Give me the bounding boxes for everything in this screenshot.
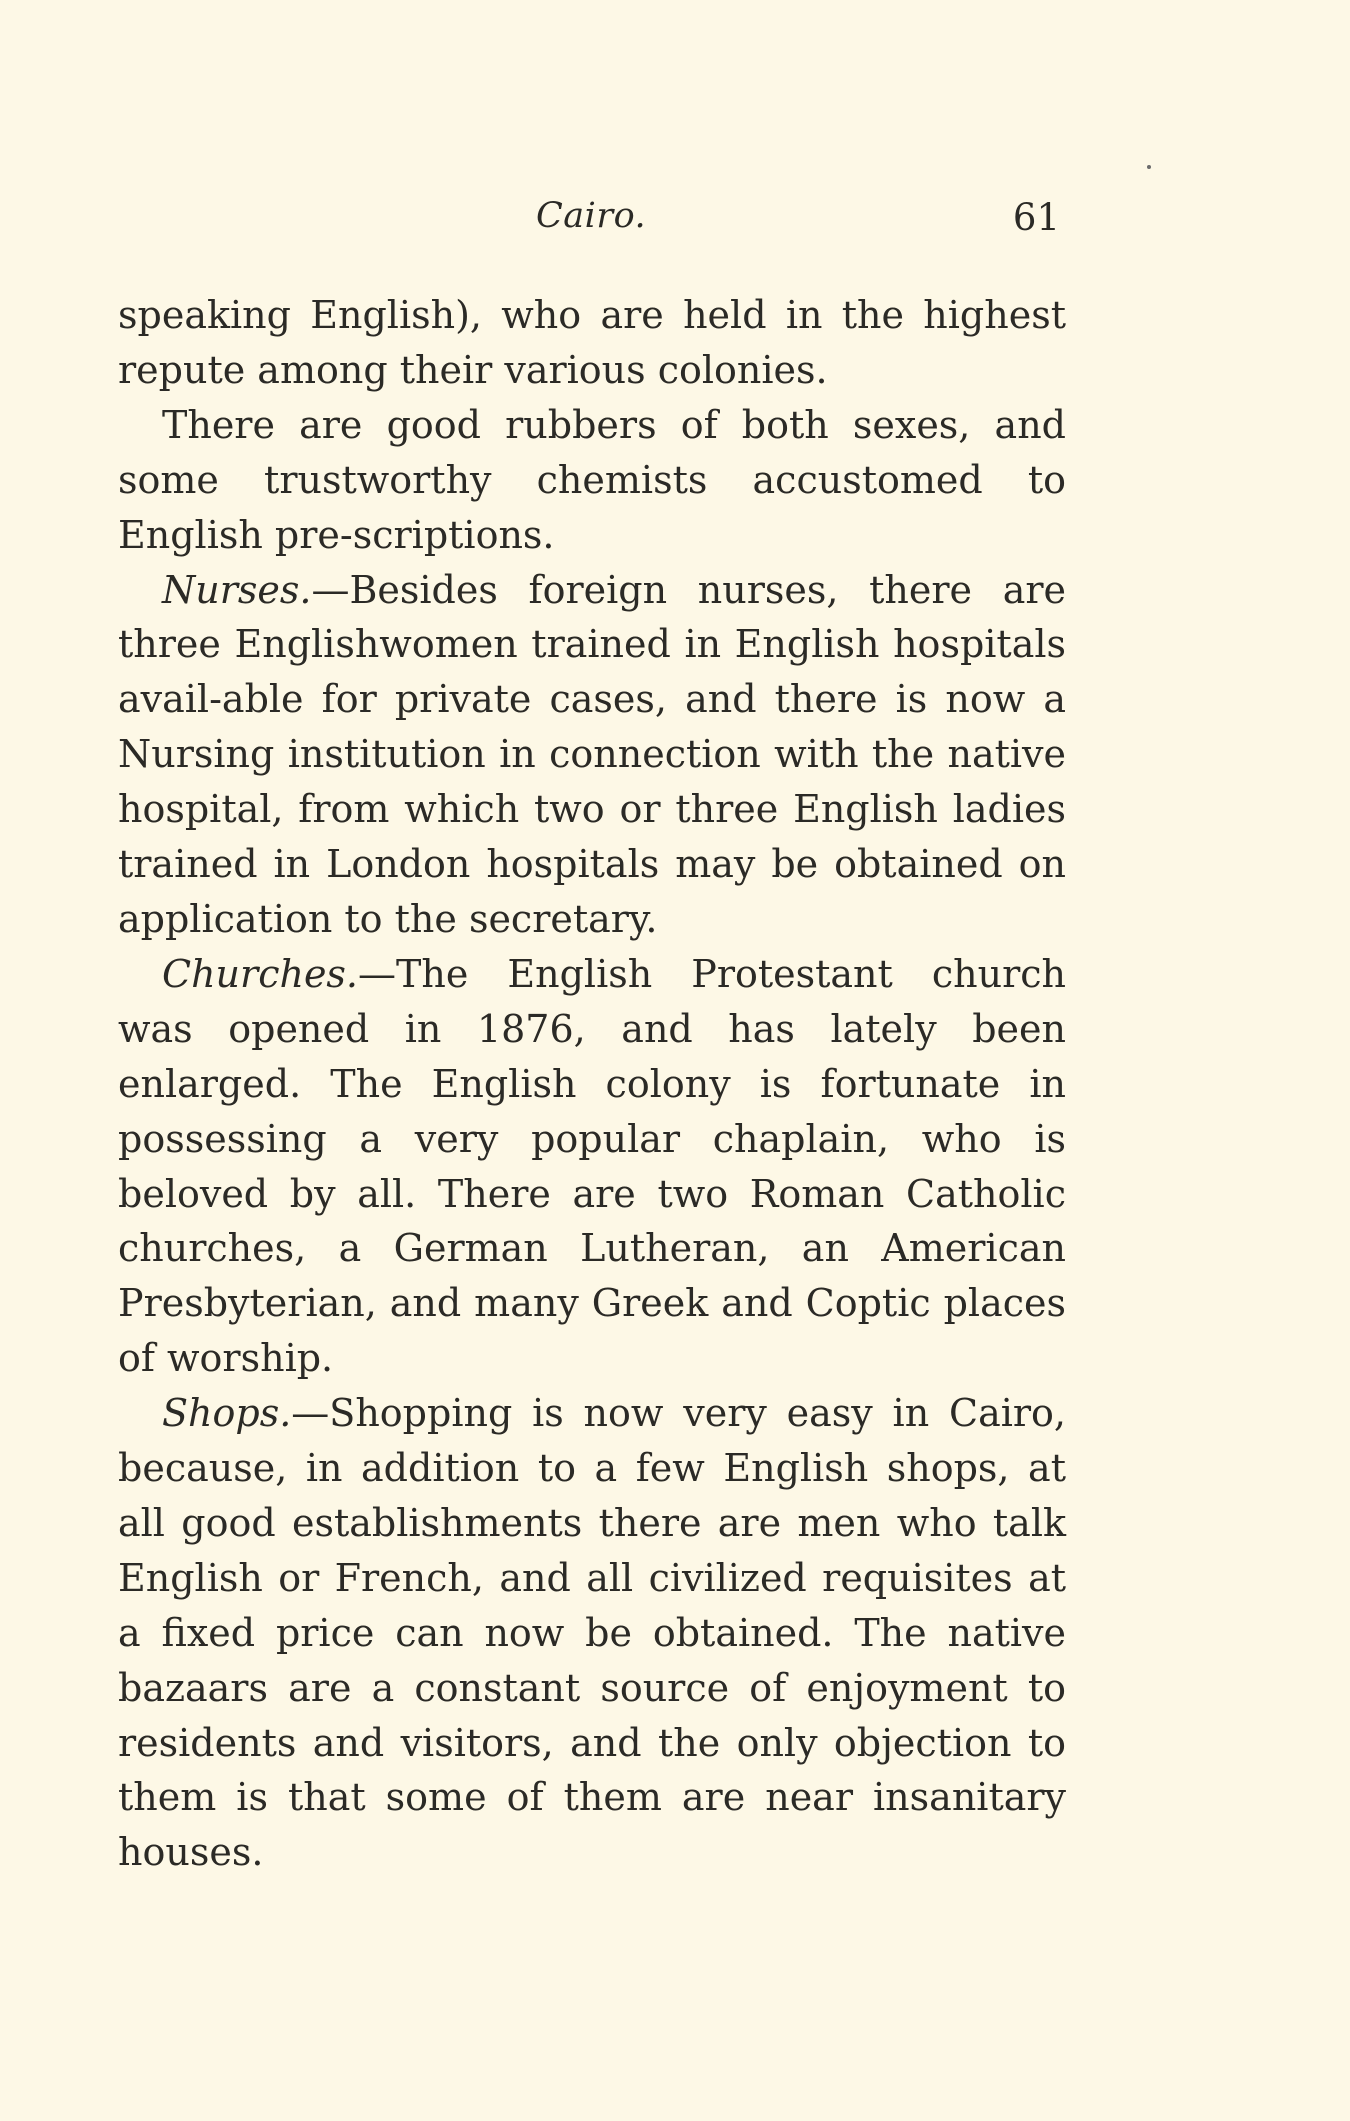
paragraph-text: —The English Protestant church was opened in 1876, and has lately been enlarged. The English colony is fortunate in possessing a very popular chaplain, who is beloved by all. There are two Roman Catholic churches, a German Lutheran, an American Presbyterian, and many Greek and Coptic places of worship. xyxy=(118,951,1066,1381)
paragraph-nurses xyxy=(118,563,1066,947)
paragraph-text: —Shopping is now very easy in Cairo, because, in addition to a few English shops, at all good establishments there are men who talk English or French, and all civilized requisites at a fixed price can now be obtained. The native bazaars are a constant source of enjoyment to residents and visitors, and the only objection to them is that some of them are near insanitary houses. xyxy=(118,1391,1066,1875)
paragraph-churches xyxy=(118,947,1066,1386)
page-header xyxy=(118,196,1060,246)
section-lead-churches: Churches. xyxy=(162,951,359,996)
section-lead-shops: Shops. xyxy=(162,1391,292,1436)
section-lead-nurses: Nurses. xyxy=(162,567,312,612)
running-head: Cairo. xyxy=(536,196,647,236)
paragraph-text: —Besides foreign nurses, there are three Englishwomen trained in English hospitals avail-able for private cases, and there is now a Nursing institution in connection with the native hospital, from which two or three English ladies trained in London hospitals may be obtained on application to the secretary. xyxy=(118,567,1066,941)
paragraph-shops xyxy=(118,1386,1066,1880)
paragraph-rubbers xyxy=(118,398,1066,563)
paragraph-text: speaking English), who are held in the highest repute among their various colonies. xyxy=(118,293,1066,392)
body-text xyxy=(118,288,1066,1880)
page-number: 61 xyxy=(1012,196,1060,239)
paragraph-continuation xyxy=(118,288,1066,398)
page-speck xyxy=(1147,165,1151,169)
paragraph-text: There are good rubbers of both sexes, and some trustworthy chemists accustomed to English pre-scriptions. xyxy=(118,402,1066,557)
